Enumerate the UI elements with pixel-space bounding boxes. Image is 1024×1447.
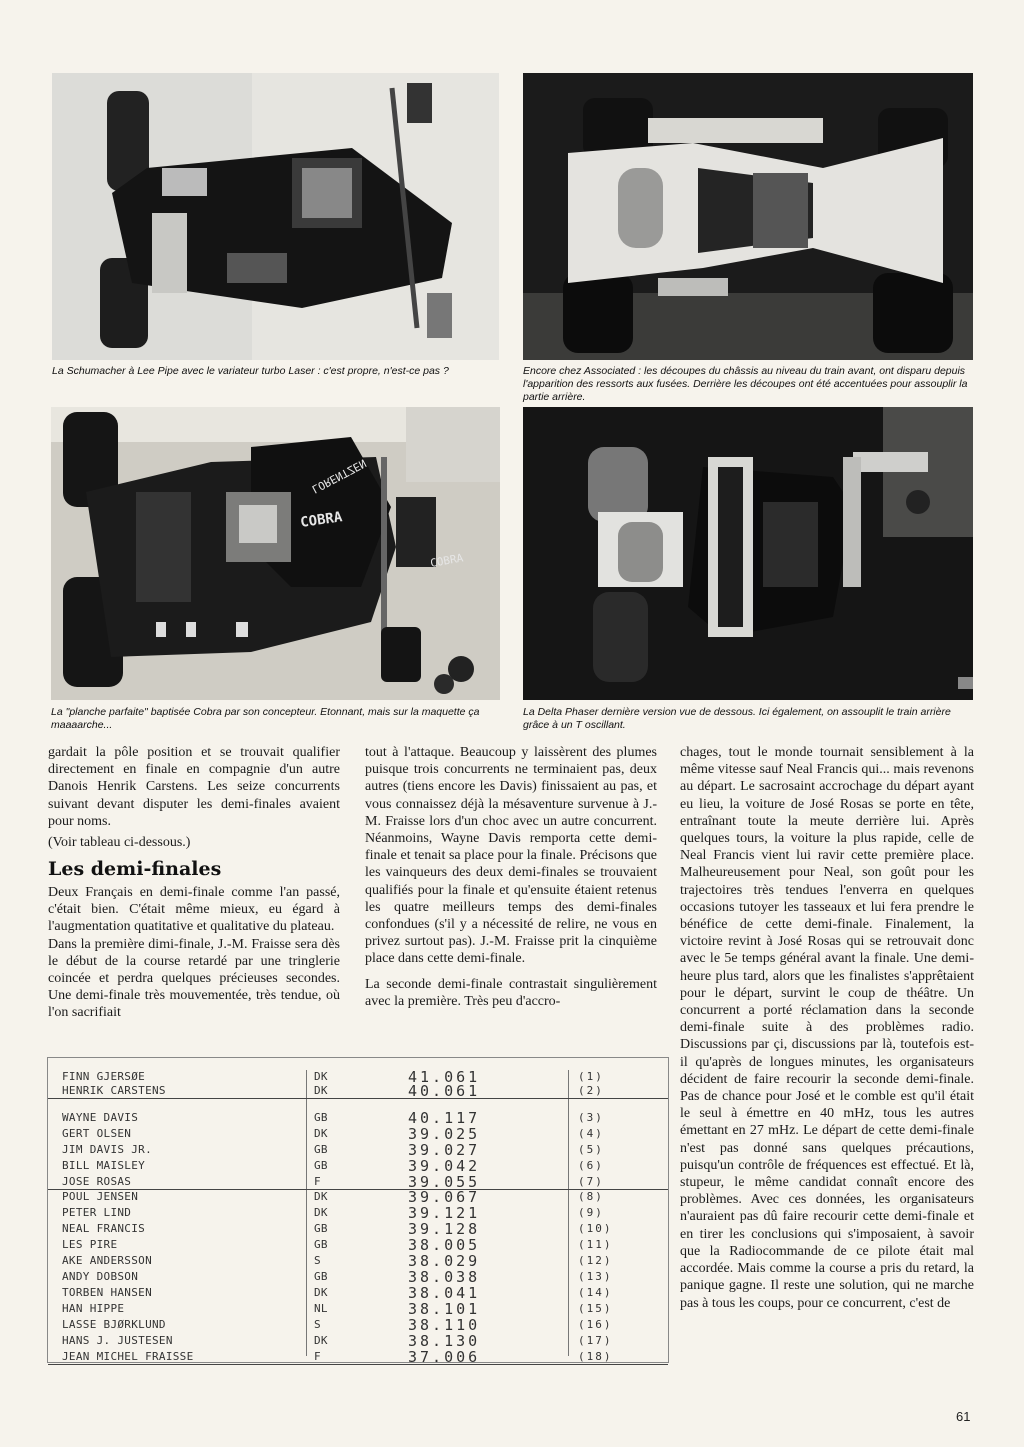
cell-name: ANDY DOBSON	[62, 1270, 139, 1283]
col1-paragraph-1: gardait la pôle position et se trouvait qualifier directement en finale en compagnie d'un autre Danois Henrik Carstens. Les seize concurrents suivant devant disputer les demi-finales avaient pour noms.	[48, 745, 340, 829]
caption-photo-4: La Delta Phaser dernière version vue de dessous. Ici également, on assouplit le train arrière grâce à un T oscillant.	[523, 706, 951, 731]
table-row	[48, 1334, 668, 1348]
cell-pos: (2)	[578, 1084, 604, 1097]
cell-name: BILL MAISLEY	[62, 1159, 146, 1172]
cell-name: GERT OLSEN	[62, 1127, 132, 1140]
cell-name: FINN GJERSØE	[62, 1070, 146, 1083]
cell-time: 39.067	[408, 1188, 481, 1206]
cell-time: 40.061	[408, 1082, 481, 1100]
photo-text-cobra: COBRA	[299, 509, 344, 531]
table-row	[48, 1302, 668, 1316]
cell-time: 39.027	[408, 1141, 481, 1159]
cell-pos: (14)	[578, 1286, 613, 1299]
photo-schumacher	[52, 73, 499, 360]
cell-nat: S	[314, 1254, 321, 1267]
cell-pos: (17)	[578, 1334, 613, 1347]
col1-paragraph-3: Deux Français en demi-finale comme l'an passé, c'était bien. C'était même mieux, eu égard à l'augmentation quatitative et qualitative du plateau.	[48, 885, 340, 935]
cell-time: 38.110	[408, 1316, 481, 1334]
cell-nat: GB	[314, 1143, 328, 1156]
cell-name: JOSE ROSAS	[62, 1175, 132, 1188]
table-row	[48, 1175, 668, 1190]
table-row	[48, 1084, 668, 1099]
cell-pos: (4)	[578, 1127, 604, 1140]
cell-time: 38.041	[408, 1284, 481, 1302]
photo-text-cobra-2: COBRA	[429, 551, 465, 570]
photo-cobra	[51, 407, 500, 700]
cell-nat: F	[314, 1175, 321, 1188]
cell-pos: (3)	[578, 1111, 604, 1124]
cell-nat: DK	[314, 1084, 328, 1097]
photo-text-lorentzen: LORENTZEN	[309, 456, 369, 496]
col2-paragraph-1: tout à l'attaque. Beaucoup y laissèrent des plumes puisque trois concurrents ne terminaient pas, deux autres (tiens encore les Davis) finissaient au pas, et vous connaissez déjà la mésaventure survenue à J.-M. Fraisse lors d'un choc avec un autre concurrent. Néanmoins, Wayne Davis remporta cette demi-finale et tenait sa place pour la finale. Précisons que les vainqueurs des deux demi-finales se trouvaient qualifiés pour la finale et qu'ensuite étaient retenus les quatre meilleurs temps des demi-finales confondues (s'il y a nécessité de relire, ne vous en privez surtout pas). J.-M. Fraisse prit la cinquième place dans cette demi-finale.	[365, 745, 657, 967]
cell-name: HENRIK CARSTENS	[62, 1084, 166, 1097]
cell-name: NEAL FRANCIS	[62, 1222, 146, 1235]
cell-time: 39.025	[408, 1125, 481, 1143]
photo-delta-phaser	[523, 407, 973, 700]
cell-time: 39.128	[408, 1220, 481, 1238]
col3-paragraph-1: chages, tout le monde tournait sensiblement à la même vitesse sauf Neal Francis qui... mais revenons au départ. Le sacrosaint accrochage du départ ayant eu lieu, la voiture de José Rosas se porte en tête, entraînant toute la meute derrière lui. Après quelques tours, la voiture la plus rapide, celle de Neal Francis vient lui ravir cette première place. Malheureusement pour Neal, son goût pour les trajectoires très tendues l'enverra en quelques occasions tutoyer les tasseaux et lui fera prendre le bénéfice de cette demi-finale. Finalement, la victoire revint à José Rosas qui se retrouvait donc avec le 5e temps général avant la finale. Une demi-heure plus tard, alors que les finalistes s'apprêtaient pour le départ, survint le coup de théâtre. Un concurrent a porté réclamation dans la seconde demi-finale suite à des problèmes radio. Discussions par çi, discussions par là, toutefois est-il qu'après de longues minutes, les organisateurs décident de faire recourir la seconde demi-finale. Pas de chance pour José et le comble est qu'il était le seul à émettre en 40 mHz, tous les autres émettant en 27 mHz. Le départ de cette demi-finale n'est pas donné sans quelques précautions, puisqu'un contrôle de fréquences est effectué. Et là, stupeur, le même candidat connaît encore des problèmes. Avec ces données, les organisateurs n'auraient pas dû faire recourir cette demi-finale et en tirer les conclusions qui s'imposaient, à savoir que la Radiocommande de ce pilote était mal accordée. Mais comme la course a pris du retard, la panique gagne. Il reste une solution, qui ne marche pas à tous les coups, pour ce concurrent, c'est de	[680, 745, 974, 1311]
cell-name: JEAN MICHEL FRAISSE	[62, 1350, 194, 1363]
cell-nat: DK	[314, 1127, 328, 1140]
cell-time: 38.038	[408, 1268, 481, 1286]
cell-nat: GB	[314, 1159, 328, 1172]
cell-time: 38.005	[408, 1236, 481, 1254]
cell-nat: NL	[314, 1302, 328, 1315]
cell-name: TORBEN HANSEN	[62, 1286, 152, 1299]
cell-pos: (1)	[578, 1070, 604, 1083]
cell-name: AKE ANDERSSON	[62, 1254, 152, 1267]
cell-time: 38.130	[408, 1332, 481, 1350]
column-1-body	[48, 884, 340, 1026]
cell-nat: GB	[314, 1222, 328, 1235]
cell-name: HANS J. JUSTESEN	[62, 1334, 173, 1347]
cell-nat: DK	[314, 1286, 328, 1299]
cell-nat: GB	[314, 1111, 328, 1124]
cell-time: 38.101	[408, 1300, 481, 1318]
table-row	[48, 1238, 668, 1252]
caption-photo-1: La Schumacher à Lee Pipe avec le variateur turbo Laser : c'est propre, n'est-ce pas ?	[52, 365, 449, 377]
table-row	[48, 1286, 668, 1300]
cell-pos: (5)	[578, 1143, 604, 1156]
table-row	[48, 1270, 668, 1284]
cell-time: 37.006	[408, 1348, 481, 1366]
caption-photo-2: Encore chez Associated : les découpes du châssis au niveau du train avant, ont disparu depuis l'apparition des ressorts aux fusées. Derrière les découpes ont été accentuées pour assouplir la partie arrière.	[523, 365, 968, 403]
cell-nat: DK	[314, 1190, 328, 1203]
table-row	[48, 1111, 668, 1125]
cell-nat: GB	[314, 1238, 328, 1251]
cell-nat: F	[314, 1350, 321, 1363]
cell-pos: (6)	[578, 1159, 604, 1172]
cell-pos: (13)	[578, 1270, 613, 1283]
column-2	[365, 744, 657, 1014]
cell-nat: DK	[314, 1334, 328, 1347]
section-heading: Les demi-finales	[48, 858, 222, 880]
col1-paragraph-2: (Voir tableau ci-dessous.)	[48, 835, 191, 851]
cell-pos: (8)	[578, 1190, 604, 1203]
cell-time: 40.117	[408, 1109, 481, 1127]
column-3	[680, 744, 974, 1316]
cell-nat: DK	[314, 1070, 328, 1083]
cell-time: 39.055	[408, 1173, 481, 1191]
results-table	[47, 1057, 669, 1366]
col1-paragraph-4: Dans la première dimi-finale, J.-M. Fraisse sera dès le début de la course retardé par une tringlerie coincée et perdra quelques précieuses secondes. Une demi-finale très mouvementée, très tendue, où l'on sacrifiait	[48, 936, 340, 1021]
cell-time: 39.042	[408, 1157, 481, 1175]
cell-pos: (16)	[578, 1318, 613, 1331]
table-row	[48, 1190, 668, 1204]
cell-pos: (18)	[578, 1350, 613, 1363]
cell-pos: (15)	[578, 1302, 613, 1315]
table-row	[48, 1143, 668, 1157]
column-1	[48, 744, 340, 855]
table-row	[48, 1222, 668, 1236]
cell-name: PETER LIND	[62, 1206, 132, 1219]
cell-name: HAN HIPPE	[62, 1302, 125, 1315]
cell-pos: (12)	[578, 1254, 613, 1267]
cell-pos: (7)	[578, 1175, 604, 1188]
cell-nat: GB	[314, 1270, 328, 1283]
page-number: 61	[956, 1409, 971, 1424]
photo-associated	[523, 73, 973, 360]
cell-name: JIM DAVIS JR.	[62, 1143, 152, 1156]
table-row	[48, 1070, 668, 1084]
cell-name: WAYNE DAVIS	[62, 1111, 139, 1124]
cell-name: LES PIRE	[62, 1238, 118, 1251]
cell-time: 41.061	[408, 1068, 481, 1086]
table-row	[48, 1127, 668, 1141]
table-row	[48, 1159, 668, 1173]
table-row	[48, 1206, 668, 1220]
caption-photo-3: La "planche parfaite" baptisée Cobra par son concepteur. Etonnant, mais sur la maquette ça maaaarche...	[51, 706, 480, 731]
table-row	[48, 1350, 668, 1365]
col2-paragraph-2: La seconde demi-finale contrastait singulièrement avec la première. Très peu d'accro-	[365, 976, 657, 1009]
cell-pos: (9)	[578, 1206, 604, 1219]
table-row	[48, 1254, 668, 1268]
cell-nat: S	[314, 1318, 321, 1331]
cell-pos: (10)	[578, 1222, 613, 1235]
cell-pos: (11)	[578, 1238, 613, 1251]
cell-time: 39.121	[408, 1204, 481, 1222]
cell-name: POUL JENSEN	[62, 1190, 139, 1203]
cell-nat: DK	[314, 1206, 328, 1219]
table-row	[48, 1318, 668, 1332]
cell-time: 38.029	[408, 1252, 481, 1270]
cell-name: LASSE BJØRKLUND	[62, 1318, 166, 1331]
